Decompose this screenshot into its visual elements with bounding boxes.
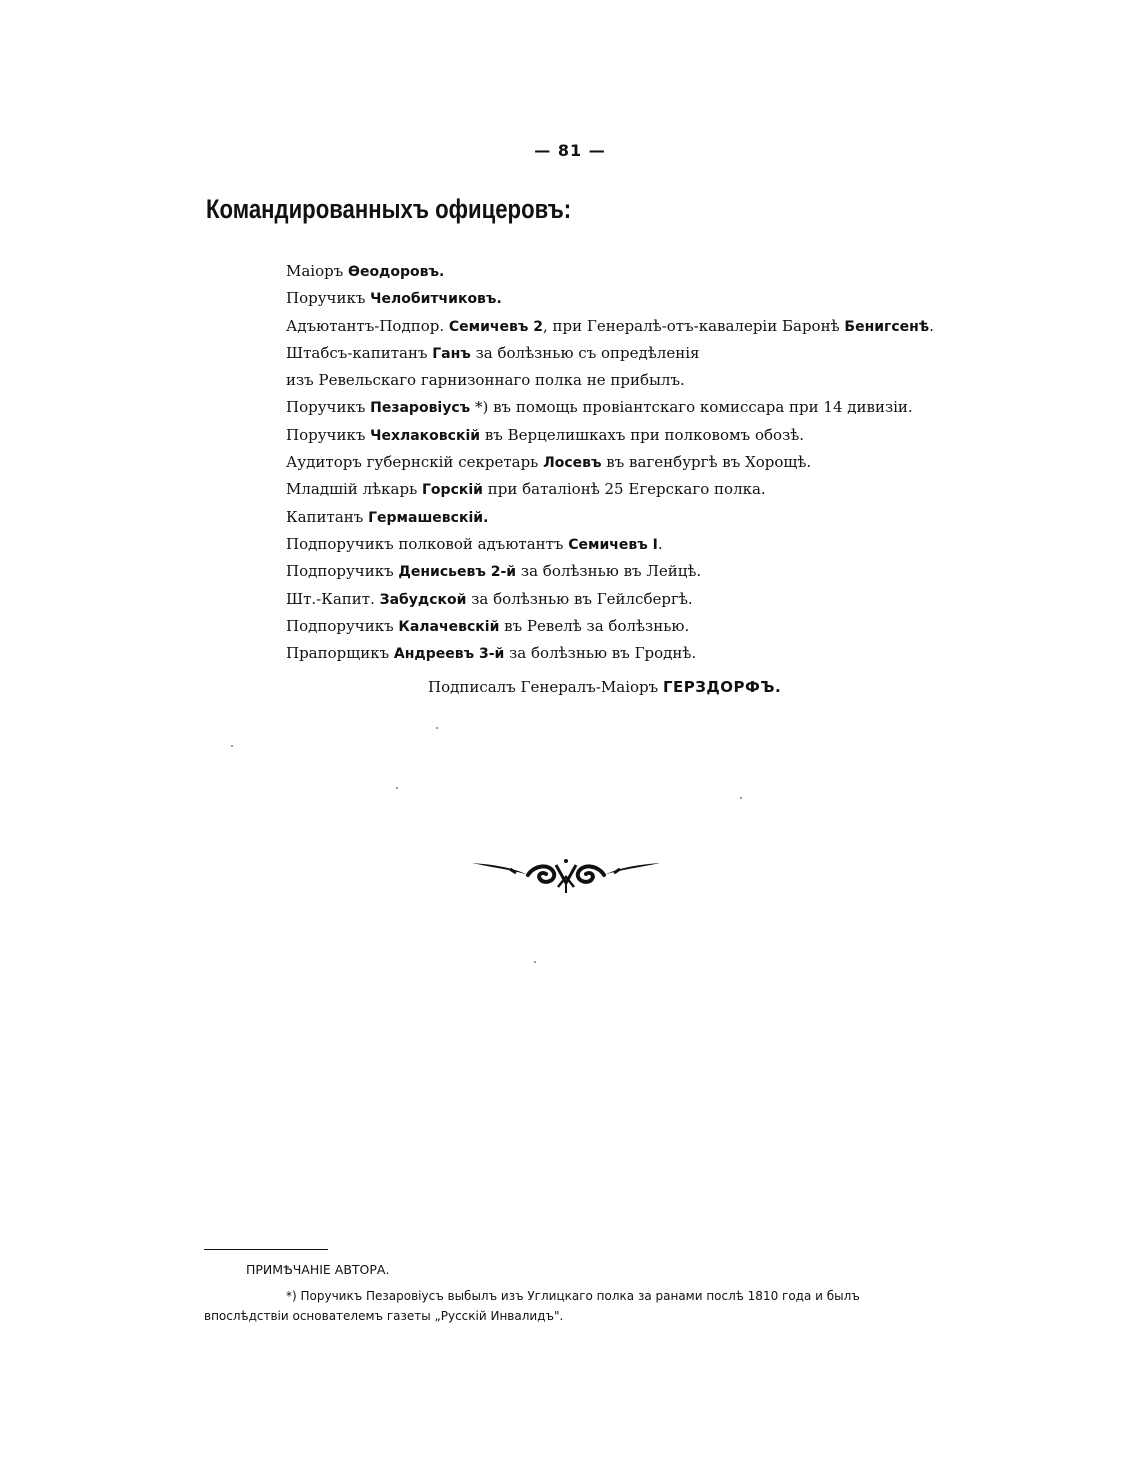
entry-text: Штабсъ-капитанъ xyxy=(286,343,433,362)
signature-prefix: Подписалъ Генералъ-Маіоръ xyxy=(428,678,663,696)
entry-text: Прапорщикъ xyxy=(286,644,394,663)
officer-name: Денисьевъ 2-й xyxy=(398,564,517,581)
officer-entry xyxy=(286,586,934,613)
entry-text: Подпоручикъ xyxy=(286,616,399,635)
footnote-line-1: *) Поручикъ Пезаровіусъ выбылъ изъ Углицкаго полка за ранами послѣ 1810 года и былъ xyxy=(286,1289,860,1303)
scan-speck xyxy=(436,727,438,729)
officer-name: Өеодоровъ. xyxy=(348,264,445,280)
entry-text: за болѣзнью въ Гейлсбергѣ. xyxy=(466,589,693,608)
footnote-rule xyxy=(204,1249,328,1250)
entry-text: Шт.-Капит. xyxy=(286,589,380,608)
officer-name: Бенигсенѣ xyxy=(844,318,930,335)
page-number: — 81 — xyxy=(534,141,606,160)
officer-name: Пезаровіусъ xyxy=(370,400,471,417)
officer-entry xyxy=(286,558,934,585)
entry-text: Адъютантъ-Подпор. xyxy=(286,316,449,335)
entry-text: , при Генералѣ-отъ-кавалеріи Баронѣ xyxy=(543,316,845,335)
entry-text: за болѣзнью въ Лейцѣ. xyxy=(516,562,702,581)
officer-name: Горскій xyxy=(422,482,483,499)
officer-entry xyxy=(286,313,934,340)
entry-text: въ Ревелѣ за болѣзнью. xyxy=(499,616,690,635)
entry-text: Капитанъ xyxy=(286,507,369,526)
scan-speck xyxy=(534,961,536,963)
entry-text: *) въ помощь провіантскаго комиссара при 14 дивизіи. xyxy=(470,398,913,417)
signature-name: ГЕРЗДОРФЪ. xyxy=(662,678,782,696)
entry-text: Поручикъ xyxy=(286,289,371,308)
entry-text: . xyxy=(929,316,934,335)
officer-entry xyxy=(286,613,934,640)
officer-name: Гермашевскій. xyxy=(368,509,489,526)
entry-text: Маіоръ xyxy=(286,262,349,280)
entry-text: Поручикъ xyxy=(286,425,371,444)
entry-text: за болѣзнью съ опредѣленія xyxy=(470,343,700,362)
entry-text: въ Верцелишкахъ при полковомъ обозѣ. xyxy=(480,425,805,444)
officer-name: Челобитчиковъ. xyxy=(370,291,502,308)
scan-speck xyxy=(740,797,742,799)
officer-entry xyxy=(286,504,934,531)
entry-text: изъ Ревельскаго гарнизоннаго полка не прибылъ. xyxy=(286,371,685,390)
officer-name: Семичевъ І xyxy=(568,536,658,553)
officer-entry xyxy=(286,394,934,421)
officer-entry xyxy=(286,285,934,312)
officer-entry xyxy=(286,422,934,449)
officer-list xyxy=(286,258,934,667)
officer-entry xyxy=(286,531,934,558)
signature-line xyxy=(428,678,781,696)
officer-name: Забудской xyxy=(379,591,467,608)
officer-name: Семичевъ 2 xyxy=(448,318,543,335)
entry-text: Подпоручикъ xyxy=(286,562,399,581)
officer-entry xyxy=(286,476,934,503)
entry-text: въ вагенбургѣ въ Хорощѣ. xyxy=(601,453,812,472)
officer-entry xyxy=(286,449,934,476)
footnote-text xyxy=(204,1286,938,1326)
entry-text: . xyxy=(657,534,663,553)
officer-name: Лосевъ xyxy=(543,455,602,472)
entry-text: при баталіонѣ 25 Егерскаго полка. xyxy=(483,480,766,499)
officer-entry xyxy=(286,258,934,285)
ornament-icon xyxy=(470,853,662,897)
officer-entry xyxy=(286,640,934,667)
section-heading: Командированныхъ офицеровъ: xyxy=(206,194,572,224)
entry-text: за болѣзнью въ Гроднѣ. xyxy=(504,644,697,663)
entry-text: Поручикъ xyxy=(286,398,371,417)
entry-text: Аудиторъ губернскій секретарь xyxy=(286,453,544,472)
officer-name: Калачевскій xyxy=(398,618,500,635)
entry-text: Младшій лѣкарь xyxy=(286,480,423,499)
footnote-title: ПРИМѢЧАНІЕ АВТОРА. xyxy=(246,1262,390,1277)
entry-text: Подпоручикъ полковой адъютантъ xyxy=(286,534,569,553)
officer-name: Андреевъ 3-й xyxy=(393,646,505,663)
officer-entry xyxy=(286,340,934,367)
footnote-line-2: впослѣдствіи основателемъ газеты „Русскій Инвалидъ". xyxy=(204,1309,564,1323)
officer-name: Чехлаковскій xyxy=(370,427,481,444)
scan-speck xyxy=(231,745,233,747)
officer-name: Ганъ xyxy=(432,345,471,362)
officer-entry xyxy=(286,367,934,394)
scan-speck xyxy=(396,787,398,789)
